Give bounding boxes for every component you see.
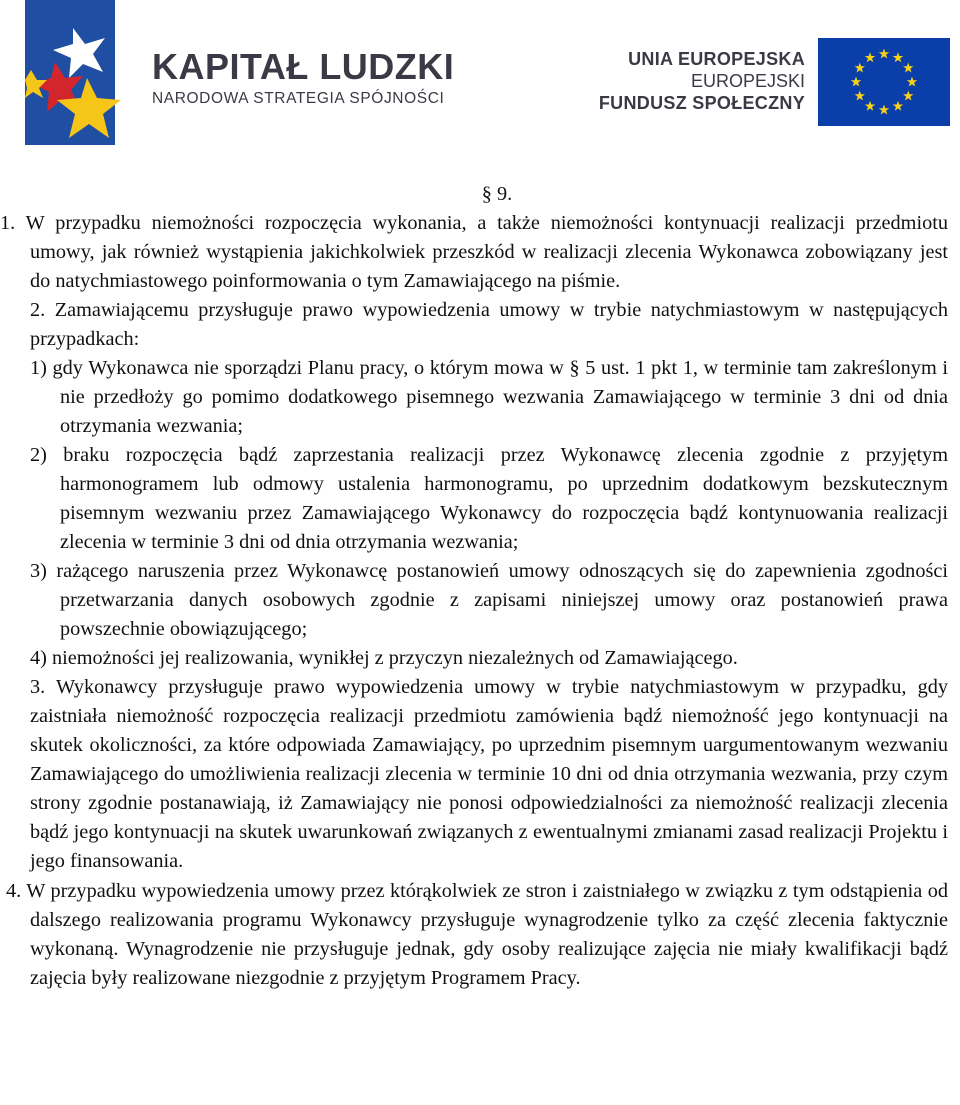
eu-flag-icon (818, 38, 950, 126)
paragraph-4: 4. W przypadku wypowiedzenia umowy przez którąkolwiek ze stron i zaistniałego w związku z tym odstąpienia od dalszego realizowania programu Wykonawcy przysługuje wynagrodzenie tylko za część zlecenia faktycznie wykonaną. Wynagrodzenie nie przysługuje jednak, gdy osoby realizujące zajęcia nie miały kwalifikacji bądź zajęcia były realizowane niezgodnie z przyjętym Programem Pracy. (6, 880, 948, 989)
kapital-ludzki-logo-text (152, 47, 454, 108)
paragraph-3: 3. Wykonawcy przysługuje prawo wypowiedzenia umowy w trybie natychmiastowym w przypadku, gdy zaistniała niemożność rozpoczęcia realizacji przedmiotu zamówienia bądź niemożność jego kontynuacji na skutek okoliczności, za które odpowiada Zamawiający, po uprzednim pisemnym uargumentowanym wezwaniu Zamawiającego do umożliwienia realizacji zlecenia w terminie 10 dni od dnia otrzymania wezwania, przy czym strony zgodnie postanawiają, iż Zamawiający nie ponosi odpowiedzialności za niemożność realizacji zlecenia bądź jego kontynuacji na skutek uwarunkowań związanych z ewentualnymi zmianami zasad realizacji Projektu i jego finansowania. (30, 676, 948, 872)
paragraph-2-item-4: 4) niemożności jej realizowania, wynikłej z przyczyn niezależnych od Zamawiającego. (30, 647, 738, 669)
paragraph-2-item-2: 2) braku rozpoczęcia bądź zaprzestania realizacji przez Wykonawcę zlecenia zgodnie z przyjętym harmonogramem lub odmowy ustalenia harmonogramu, po uprzednim dodatkowym bezskutecznym pisemnym wezwaniu przez Zamawiającego Wykonawcy do rozpoczęcia bądź kontynuowania realizacji zlecenia w terminie 3 dni od dnia otrzymania wezwania; (30, 444, 948, 553)
kapital-ludzki-title: KAPITAŁ LUDZKI (152, 46, 455, 87)
eu-line-1: UNIA EUROPEJSKA (628, 49, 805, 69)
section-heading: § 9. (481, 183, 513, 205)
eu-line-2: EUROPEJSKI (690, 71, 805, 91)
eu-logo-text (599, 48, 805, 114)
paragraph-2: 2. Zamawiającemu przysługuje prawo wypowiedzenia umowy w trybie natychmiastowym w następujących przypadkach: (30, 299, 948, 350)
kapital-ludzki-subtitle: NARODOWA STRATEGIA SPÓJNOŚCI (152, 90, 445, 107)
page-header (0, 0, 960, 150)
eu-line-3: FUNDUSZ SPOŁECZNY (598, 93, 805, 113)
kapital-ludzki-stars-icon (25, 0, 145, 145)
paragraph-2-item-1: 1) gdy Wykonawca nie sporządzi Planu pracy, o którym mowa w § 5 ust. 1 pkt 1, w terminie tam zakreślonym i nie przedłoży go pomimo dodatkowego pisemnego wezwania Zamawiającego w terminie 3 dni od dnia otrzymania wezwania; (30, 357, 948, 437)
paragraph-2-item-3: 3) rażącego naruszenia przez Wykonawcę postanowień umowy odnoszących się do zapewnienia zgodności przetwarzania danych osobowych zgodnie z zapisami niniejszej umowy oraz postanowień prawa powszechnie obowiązującego; (30, 560, 948, 640)
paragraph-1: 1. W przypadku niemożności rozpoczęcia wykonania, a także niemożności kontynuacji realizacji przedmiotu umowy, jak również wystąpienia jakichkolwiek przeszkód w realizacji zlecenia Wykonawca zobowiązany jest do natychmiastowego poinformowania o tym Zamawiającego na piśmie. (0, 212, 948, 292)
document-body (0, 180, 948, 993)
